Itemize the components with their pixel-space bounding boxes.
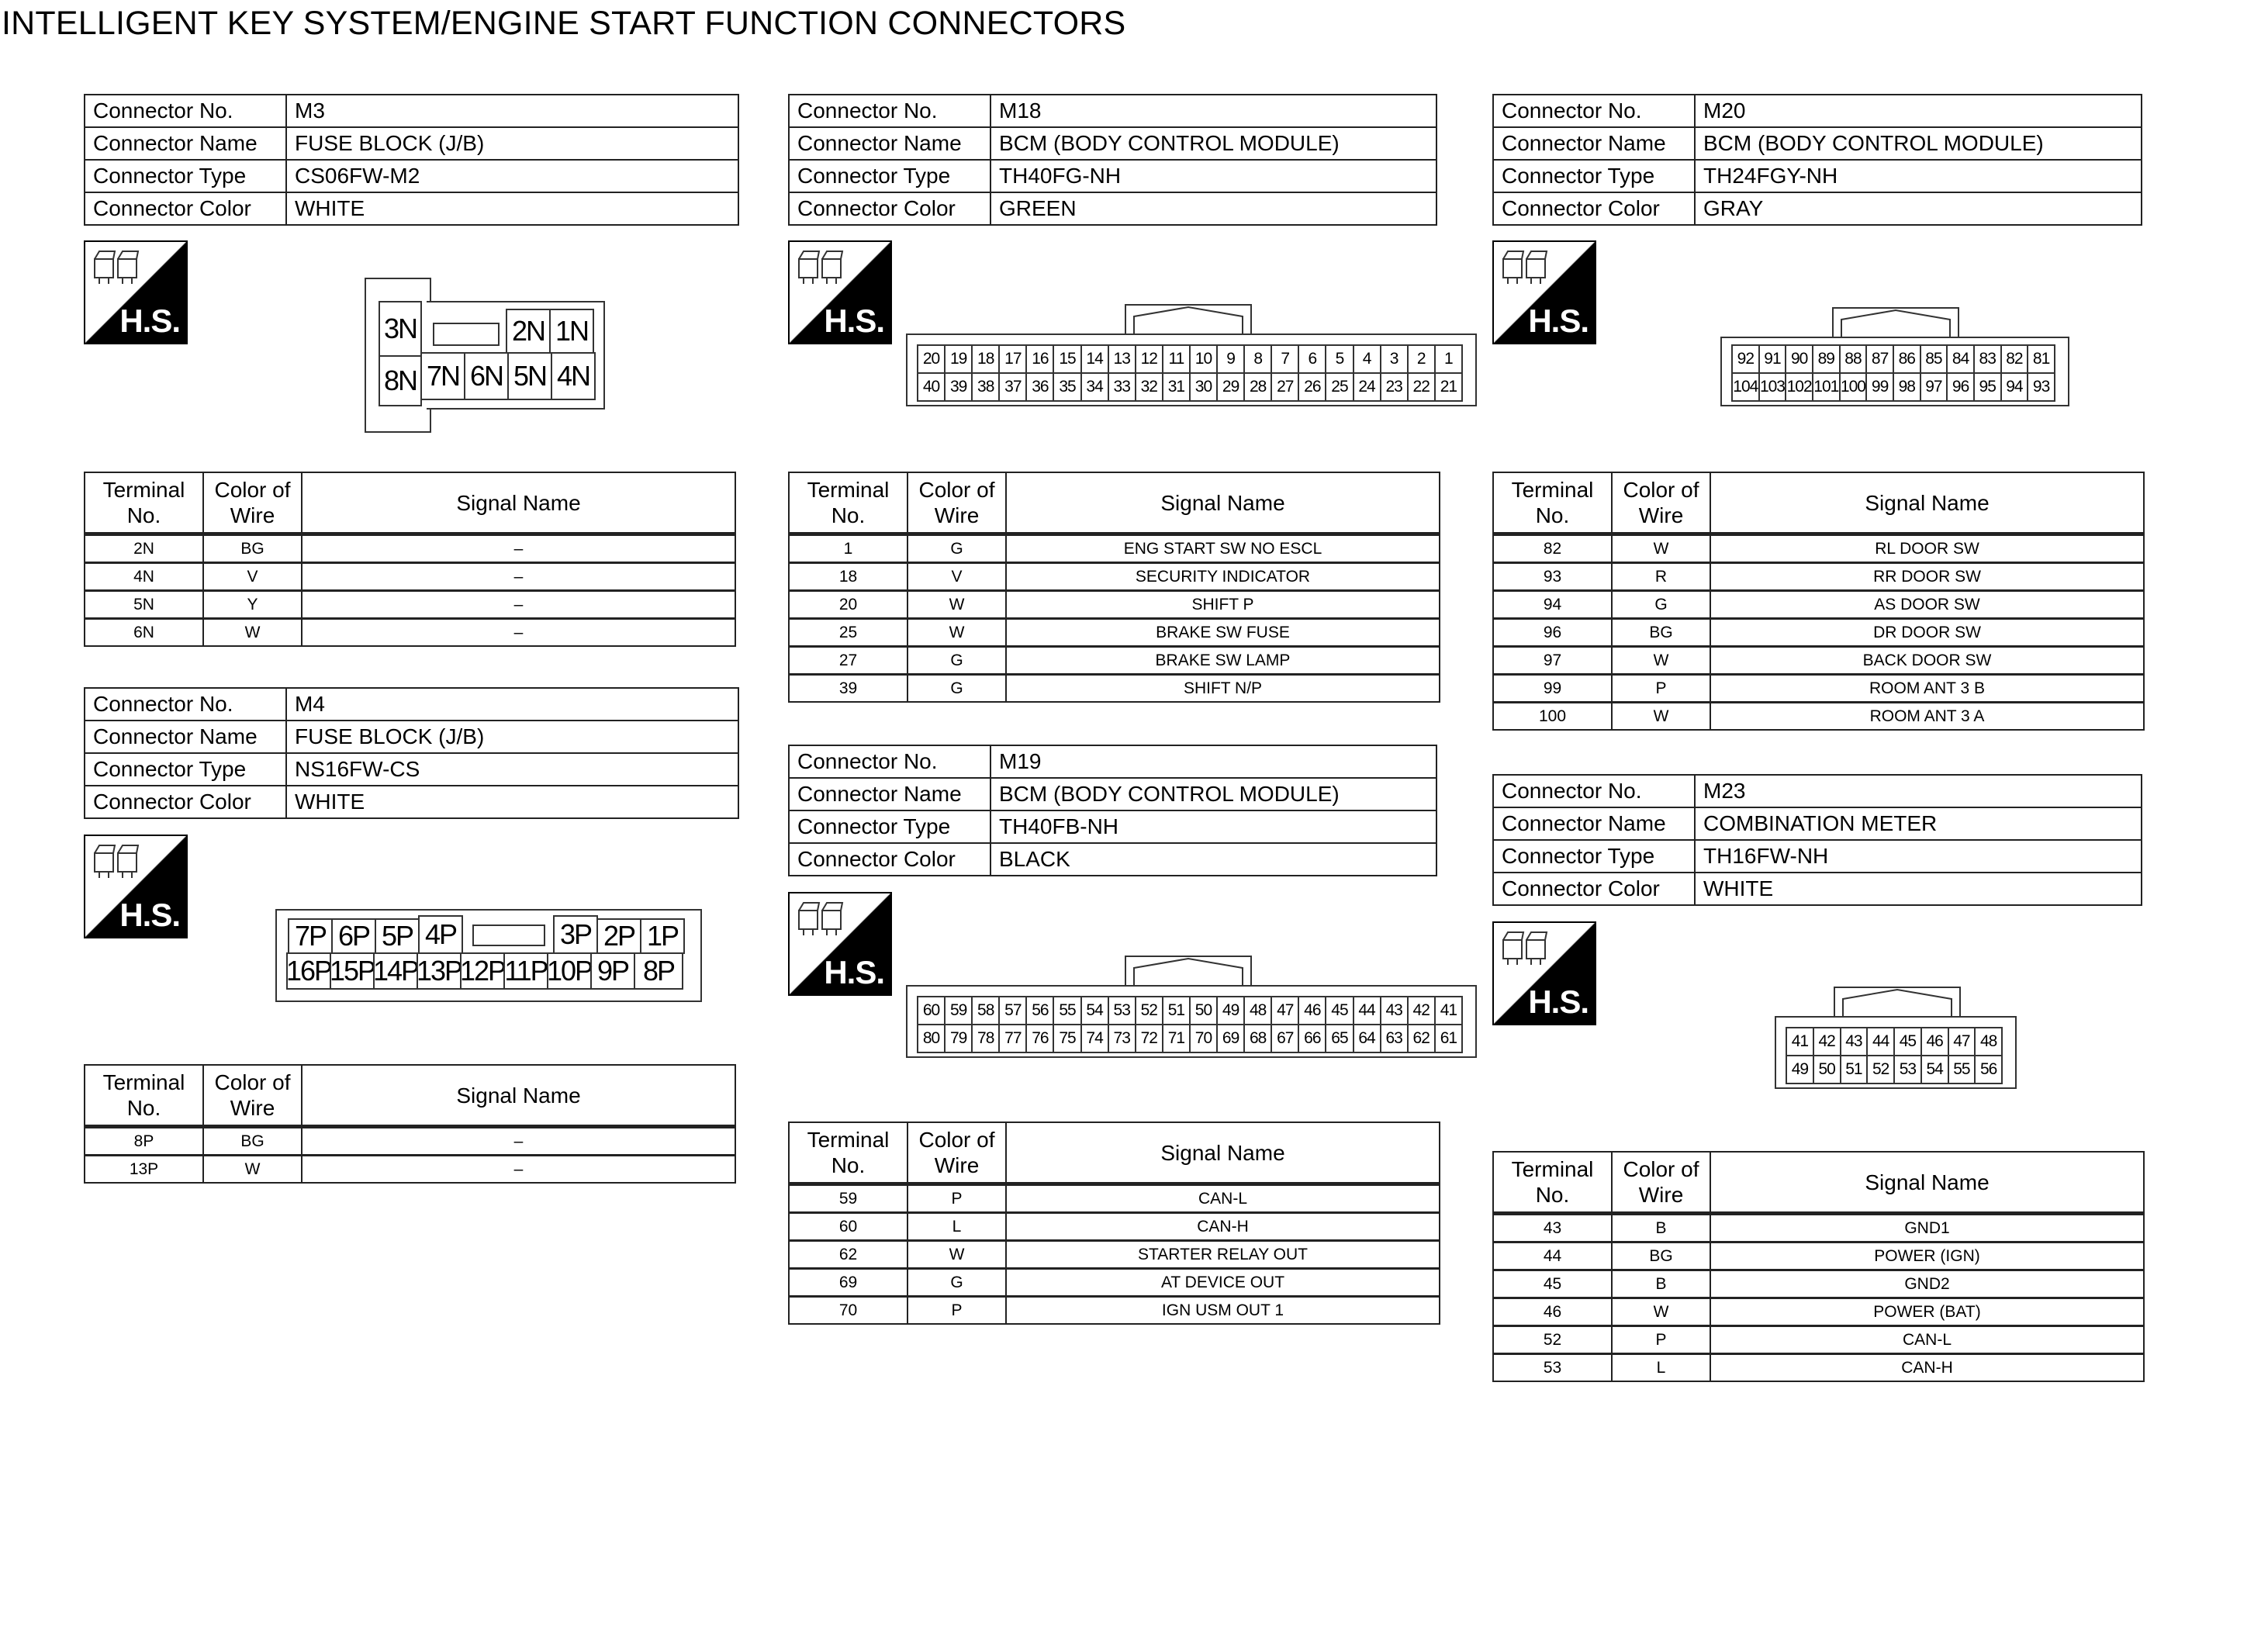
connector-name-value: FUSE BLOCK (J/B) [286, 127, 738, 160]
label-connector-no: Connector No. [1493, 775, 1695, 807]
pin-1p: 1P [640, 918, 685, 954]
pin-79: 79 [945, 1025, 972, 1052]
pin-80: 80 [918, 1025, 945, 1052]
table-row: 59 P CAN-L [789, 1184, 1440, 1213]
pin-9p: 9P [590, 952, 635, 990]
color-of-wire-header: Color of Wire [203, 1065, 302, 1127]
label-connector-name: Connector Name [85, 127, 286, 160]
pin-17: 17 [999, 345, 1026, 373]
pin-grid [1731, 344, 2055, 402]
table-row: 94 G AS DOOR SW [1493, 591, 2144, 619]
pin-49: 49 [1217, 997, 1244, 1025]
pin-12p: 12P [460, 952, 505, 990]
signal-name-header: Signal Name [1710, 1152, 2144, 1214]
pin-54: 54 [1081, 997, 1108, 1025]
signal-name-header: Signal Name [1710, 472, 2144, 534]
connector-color-value: GREEN [990, 192, 1436, 225]
terminal-table-m18 [788, 472, 1440, 703]
table-row: 44 BG POWER (IGN) [1493, 1242, 2144, 1270]
pin-57: 57 [999, 997, 1026, 1025]
pin-19: 19 [945, 345, 972, 373]
table-row: 5N Y – [85, 591, 735, 619]
pin-7n: 7N [420, 352, 465, 400]
table-row: 52 P CAN-L [1493, 1326, 2144, 1354]
pin-3n: 3N [379, 301, 422, 357]
pin-26: 26 [1298, 373, 1326, 401]
pin-51: 51 [1841, 1056, 1868, 1083]
connector-type-value: TH40FG-NH [990, 160, 1436, 192]
pin-41: 41 [1786, 1028, 1813, 1056]
pin-13p: 13P [417, 952, 462, 990]
pin-72: 72 [1136, 1025, 1163, 1052]
pin-83: 83 [1974, 345, 2001, 373]
table-row: 97 W BACK DOOR SW [1493, 647, 2144, 675]
connector-color-value: WHITE [286, 192, 738, 225]
table-row: 2N BG – [85, 534, 735, 563]
table-row: 60 L CAN-H [789, 1213, 1440, 1241]
pin-5n: 5N [507, 352, 552, 400]
harness-side-icon [1494, 242, 1595, 343]
pin-42: 42 [1813, 1028, 1841, 1056]
pin-33: 33 [1108, 373, 1136, 401]
pin-41: 41 [1435, 997, 1462, 1025]
pin-73: 73 [1108, 1025, 1136, 1052]
pin-8n: 8N [379, 355, 422, 406]
label-connector-no: Connector No. [789, 95, 990, 127]
connector-color-value: BLACK [990, 843, 1436, 876]
connector-face-m20 [1720, 307, 2069, 408]
pin-6: 6 [1298, 345, 1326, 373]
pin-93: 93 [2028, 373, 2055, 401]
connector-color-value: GRAY [1695, 192, 2142, 225]
connector-type-value: CS06FW-M2 [286, 160, 738, 192]
table-row: 82 W RL DOOR SW [1493, 534, 2144, 563]
connector-type-value: NS16FW-CS [286, 753, 738, 786]
table-row: 46 W POWER (BAT) [1493, 1298, 2144, 1326]
pin-13: 13 [1108, 345, 1136, 373]
pin-56: 56 [1026, 997, 1053, 1025]
pin-90: 90 [1786, 345, 1813, 373]
label-connector-color: Connector Color [1493, 192, 1695, 225]
pin-9: 9 [1217, 345, 1244, 373]
pin-6n: 6N [464, 352, 509, 400]
pin-86: 86 [1893, 345, 1920, 373]
pin-grid [917, 996, 1463, 1053]
pin-46: 46 [1298, 997, 1326, 1025]
pin-103: 103 [1759, 373, 1786, 401]
pin-21: 21 [1435, 373, 1462, 401]
table-row: 96 BG DR DOOR SW [1493, 619, 2144, 647]
table-row: 6N W – [85, 619, 735, 647]
connector-no-value: M23 [1695, 775, 2142, 807]
pin-81: 81 [2028, 345, 2055, 373]
pin-52: 52 [1867, 1056, 1894, 1083]
pin-70: 70 [1190, 1025, 1217, 1052]
connector-face-m23 [1775, 987, 2017, 1090]
label-connector-name: Connector Name [789, 778, 990, 810]
pin-91: 91 [1759, 345, 1786, 373]
connector-no-value: M4 [286, 688, 738, 721]
table-row: 99 P ROOM ANT 3 B [1493, 675, 2144, 703]
table-row: 13P W – [85, 1156, 735, 1184]
table-row: 69 G AT DEVICE OUT [789, 1269, 1440, 1297]
pin-11p: 11P [503, 952, 548, 990]
pin-75: 75 [1053, 1025, 1080, 1052]
pin-53: 53 [1894, 1056, 1921, 1083]
pin-61: 61 [1435, 1025, 1462, 1052]
label-connector-no: Connector No. [1493, 95, 1695, 127]
pin-49: 49 [1786, 1056, 1813, 1083]
table-row: 100 W ROOM ANT 3 A [1493, 703, 2144, 731]
pin-87: 87 [1866, 345, 1893, 373]
terminal-table-m19 [788, 1121, 1440, 1325]
pin-47: 47 [1948, 1028, 1976, 1056]
pin-104: 104 [1732, 373, 1759, 401]
label-connector-color: Connector Color [789, 192, 990, 225]
label-connector-name: Connector Name [1493, 807, 1695, 840]
pin-45: 45 [1326, 997, 1353, 1025]
label-connector-type: Connector Type [85, 160, 286, 192]
label-connector-no: Connector No. [85, 688, 286, 721]
label-connector-type: Connector Type [1493, 840, 1695, 873]
pin-76: 76 [1026, 1025, 1053, 1052]
hs-label: H.S. [1528, 302, 1589, 339]
pin-58: 58 [972, 997, 999, 1025]
terminal-no-header: Terminal No. [789, 472, 908, 534]
connector-info-m20 [1492, 94, 2142, 226]
pin-4: 4 [1353, 345, 1381, 373]
table-row: 25 W BRAKE SW FUSE [789, 619, 1440, 647]
table-row: 20 W SHIFT P [789, 591, 1440, 619]
pin-50: 50 [1190, 997, 1217, 1025]
label-connector-color: Connector Color [1493, 873, 1695, 905]
label-connector-type: Connector Type [1493, 160, 1695, 192]
pin-60: 60 [918, 997, 945, 1025]
pin-43: 43 [1841, 1028, 1868, 1056]
pin-44: 44 [1867, 1028, 1894, 1056]
pin-5: 5 [1326, 345, 1353, 373]
pin-27: 27 [1271, 373, 1298, 401]
pin-63: 63 [1381, 1025, 1408, 1052]
harness-side-icon [790, 893, 890, 994]
pin-99: 99 [1866, 373, 1893, 401]
pin-39: 39 [945, 373, 972, 401]
pin-100: 100 [1840, 373, 1867, 401]
pin-3: 3 [1381, 345, 1408, 373]
terminal-table-m23 [1492, 1151, 2145, 1382]
label-connector-name: Connector Name [1493, 127, 1695, 160]
harness-side-icon [790, 242, 890, 343]
connector-color-value: WHITE [286, 786, 738, 818]
pin-15: 15 [1053, 345, 1080, 373]
pin-56: 56 [1975, 1056, 2002, 1083]
page-title: INTELLIGENT KEY SYSTEM/ENGINE START FUNCTION CONNECTORS [2, 5, 1126, 42]
table-row: 8P BG – [85, 1127, 735, 1156]
pin-65: 65 [1326, 1025, 1353, 1052]
terminal-table-m4 [84, 1064, 736, 1184]
pin-7: 7 [1271, 345, 1298, 373]
hs-label: H.S. [824, 302, 884, 339]
color-of-wire-header: Color of Wire [203, 472, 302, 534]
pin-74: 74 [1081, 1025, 1108, 1052]
label-connector-color: Connector Color [85, 192, 286, 225]
pin-51: 51 [1163, 997, 1190, 1025]
pin-34: 34 [1081, 373, 1108, 401]
table-row: 18 V SECURITY INDICATOR [789, 563, 1440, 591]
terminal-no-header: Terminal No. [85, 472, 203, 534]
table-row: 4N V – [85, 563, 735, 591]
pin-48: 48 [1244, 997, 1271, 1025]
connector-no-value: M3 [286, 95, 738, 127]
pin-4p: 4P [418, 915, 463, 954]
pin-55: 55 [1948, 1056, 1976, 1083]
pin-12: 12 [1136, 345, 1163, 373]
connector-face-m18 [906, 304, 1477, 408]
table-row: 1 G ENG START SW NO ESCL [789, 534, 1440, 563]
harness-side-icon [1494, 923, 1595, 1024]
connector-name-value: COMBINATION METER [1695, 807, 2142, 840]
pin-1n: 1N [549, 309, 594, 354]
pin-98: 98 [1893, 373, 1920, 401]
table-row: 62 W STARTER RELAY OUT [789, 1241, 1440, 1269]
pin-2n: 2N [506, 309, 551, 354]
pin-18: 18 [972, 345, 999, 373]
pin-8: 8 [1244, 345, 1271, 373]
connector-type-value: TH24FGY-NH [1695, 160, 2142, 192]
harness-side-icon [85, 836, 186, 937]
pin-43: 43 [1381, 997, 1408, 1025]
connector-type-value: TH16FW-NH [1695, 840, 2142, 873]
pin-40: 40 [918, 373, 945, 401]
color-of-wire-header: Color of Wire [1612, 472, 1710, 534]
pin-44: 44 [1353, 997, 1381, 1025]
pin-3p: 3P [553, 915, 598, 954]
pin-2: 2 [1408, 345, 1435, 373]
color-of-wire-header: Color of Wire [908, 472, 1006, 534]
pin-38: 38 [972, 373, 999, 401]
label-connector-type: Connector Type [85, 753, 286, 786]
signal-name-header: Signal Name [302, 1065, 735, 1127]
connector-name-value: BCM (BODY CONTROL MODULE) [990, 778, 1436, 810]
table-row: 39 G SHIFT N/P [789, 675, 1440, 703]
label-connector-name: Connector Name [85, 721, 286, 753]
pin-8p: 8P [634, 952, 683, 990]
pin-94: 94 [2001, 373, 2028, 401]
connector-info-m19 [788, 745, 1437, 876]
pin-102: 102 [1786, 373, 1813, 401]
pin-64: 64 [1353, 1025, 1381, 1052]
connector-name-value: FUSE BLOCK (J/B) [286, 721, 738, 753]
pin-53: 53 [1108, 997, 1136, 1025]
pin-92: 92 [1732, 345, 1759, 373]
pin-84: 84 [1947, 345, 1974, 373]
terminal-no-header: Terminal No. [789, 1122, 908, 1184]
pin-14: 14 [1081, 345, 1108, 373]
connector-face-m4 [275, 909, 702, 1002]
table-row: 27 G BRAKE SW LAMP [789, 647, 1440, 675]
pin-46: 46 [1921, 1028, 1948, 1056]
pin-68: 68 [1244, 1025, 1271, 1052]
pin-55: 55 [1053, 997, 1080, 1025]
table-row: 93 R RR DOOR SW [1493, 563, 2144, 591]
pin-96: 96 [1947, 373, 1974, 401]
signal-name-header: Signal Name [1006, 1122, 1440, 1184]
pin-71: 71 [1163, 1025, 1190, 1052]
pin-35: 35 [1053, 373, 1080, 401]
pin-30: 30 [1190, 373, 1217, 401]
connector-info-m18 [788, 94, 1437, 226]
pin-78: 78 [972, 1025, 999, 1052]
pin-15p: 15P [330, 952, 375, 990]
latch-slot [433, 323, 500, 346]
pin-101: 101 [1813, 373, 1840, 401]
pin-54: 54 [1921, 1056, 1948, 1083]
pin-97: 97 [1920, 373, 1948, 401]
connector-info-m4 [84, 687, 739, 819]
pin-23: 23 [1381, 373, 1408, 401]
connector-no-value: M20 [1695, 95, 2142, 127]
hs-label: H.S. [1528, 983, 1589, 1020]
terminal-table-m3 [84, 472, 736, 647]
pin-59: 59 [945, 997, 972, 1025]
pin-69: 69 [1217, 1025, 1244, 1052]
pin-10: 10 [1190, 345, 1217, 373]
connector-name-value: BCM (BODY CONTROL MODULE) [1695, 127, 2142, 160]
pin-77: 77 [999, 1025, 1026, 1052]
pin-grid [1786, 1027, 2003, 1084]
connector-color-value: WHITE [1695, 873, 2142, 905]
pin-2p: 2P [596, 918, 641, 954]
pin-85: 85 [1920, 345, 1948, 373]
signal-name-header: Signal Name [1006, 472, 1440, 534]
hs-label: H.S. [119, 897, 180, 933]
pin-16: 16 [1026, 345, 1053, 373]
pin-62: 62 [1408, 1025, 1435, 1052]
pin-25: 25 [1326, 373, 1353, 401]
terminal-no-header: Terminal No. [1493, 472, 1612, 534]
connector-name-value: BCM (BODY CONTROL MODULE) [990, 127, 1436, 160]
label-connector-color: Connector Color [789, 843, 990, 876]
label-connector-no: Connector No. [789, 745, 990, 778]
terminal-no-header: Terminal No. [1493, 1152, 1612, 1214]
color-of-wire-header: Color of Wire [1612, 1152, 1710, 1214]
hs-label: H.S. [119, 302, 180, 339]
pin-37: 37 [999, 373, 1026, 401]
pin-22: 22 [1408, 373, 1435, 401]
pin-grid [917, 344, 1463, 402]
harness-side-icon [85, 242, 186, 343]
pin-47: 47 [1271, 997, 1298, 1025]
pin-45: 45 [1894, 1028, 1921, 1056]
pin-16p: 16P [286, 952, 331, 990]
signal-name-header: Signal Name [302, 472, 735, 534]
table-row: 70 P IGN USM OUT 1 [789, 1297, 1440, 1325]
pin-6p: 6P [331, 918, 376, 954]
label-connector-type: Connector Type [789, 160, 990, 192]
pin-10p: 10P [547, 952, 592, 990]
pin-48: 48 [1975, 1028, 2002, 1056]
pin-29: 29 [1217, 373, 1244, 401]
table-row: 53 L CAN-H [1493, 1354, 2144, 1382]
connector-face-m19 [906, 956, 1477, 1059]
table-row: 43 B GND1 [1493, 1214, 2144, 1242]
terminal-table-m20 [1492, 472, 2145, 731]
pin-67: 67 [1271, 1025, 1298, 1052]
pin-31: 31 [1163, 373, 1190, 401]
pin-88: 88 [1840, 345, 1867, 373]
pin-7p: 7P [288, 918, 333, 954]
terminal-no-header: Terminal No. [85, 1065, 203, 1127]
pin-66: 66 [1298, 1025, 1326, 1052]
pin-42: 42 [1408, 997, 1435, 1025]
pin-36: 36 [1026, 373, 1053, 401]
latch-slot [472, 924, 545, 946]
table-row: 45 B GND2 [1493, 1270, 2144, 1298]
pin-14p: 14P [373, 952, 418, 990]
label-connector-type: Connector Type [789, 810, 990, 843]
pin-24: 24 [1353, 373, 1381, 401]
connector-no-value: M19 [990, 745, 1436, 778]
label-connector-name: Connector Name [789, 127, 990, 160]
hs-label: H.S. [824, 954, 884, 990]
label-connector-color: Connector Color [85, 786, 286, 818]
pin-20: 20 [918, 345, 945, 373]
pin-11: 11 [1163, 345, 1190, 373]
pin-89: 89 [1813, 345, 1840, 373]
label-connector-no: Connector No. [85, 95, 286, 127]
pin-95: 95 [1974, 373, 2001, 401]
pin-52: 52 [1136, 997, 1163, 1025]
pin-32: 32 [1136, 373, 1163, 401]
connector-no-value: M18 [990, 95, 1436, 127]
pin-50: 50 [1813, 1056, 1841, 1083]
connector-face-m3 [365, 278, 607, 433]
pin-4n: 4N [551, 352, 596, 400]
pin-82: 82 [2001, 345, 2028, 373]
connector-type-value: TH40FB-NH [990, 810, 1436, 843]
pin-5p: 5P [375, 918, 420, 954]
color-of-wire-header: Color of Wire [908, 1122, 1006, 1184]
connector-info-m3 [84, 94, 739, 226]
connector-info-m23 [1492, 774, 2142, 906]
pin-28: 28 [1244, 373, 1271, 401]
pin-1: 1 [1435, 345, 1462, 373]
